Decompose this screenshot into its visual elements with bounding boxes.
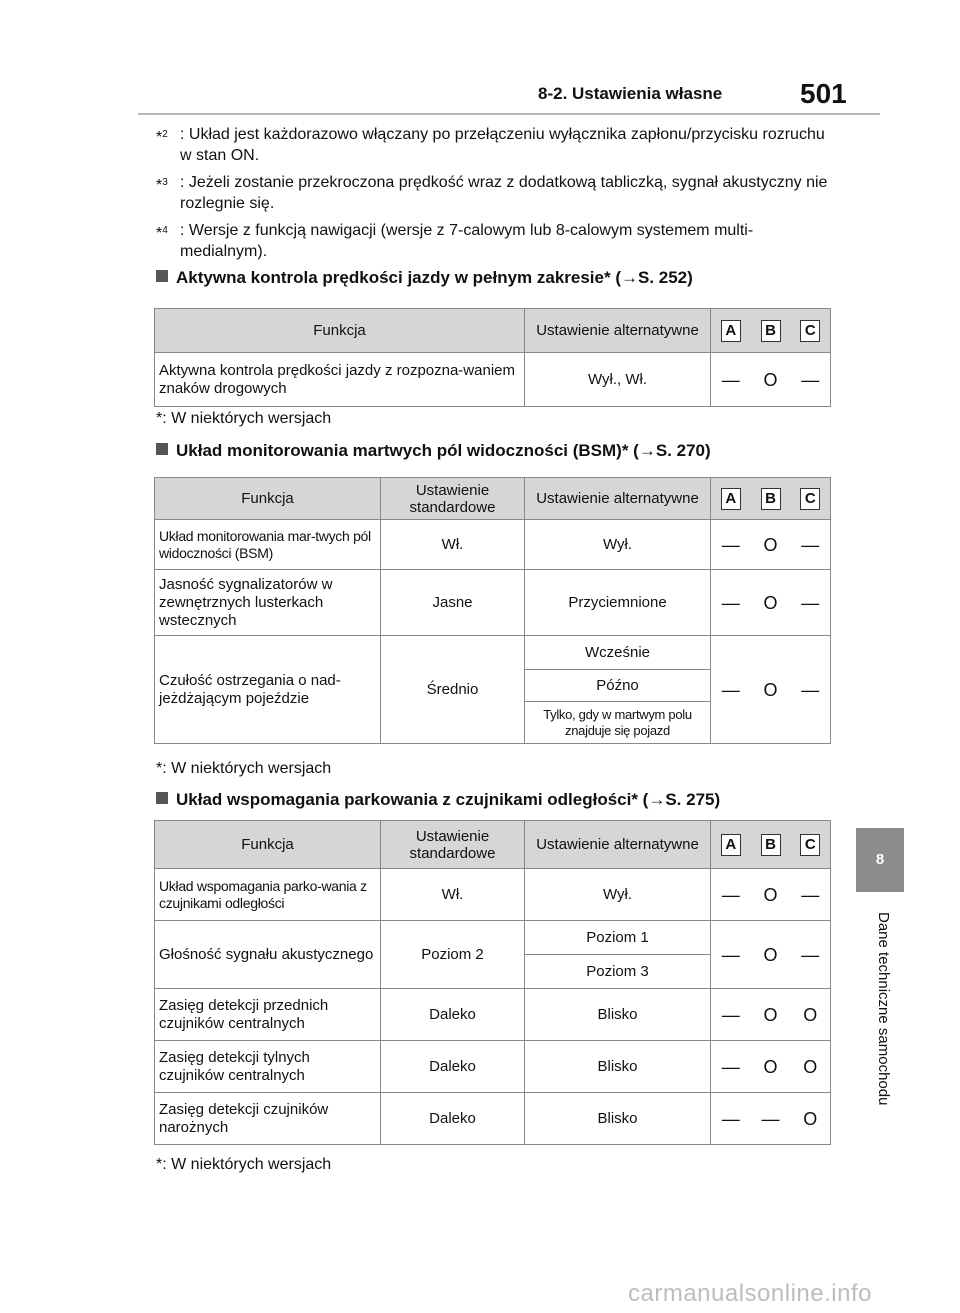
letter-b-icon: B: [761, 320, 781, 342]
table-parking: Funkcja Ustawienie standardowe Ustawienie alternatywne A B C Układ wspomagania parko-wania z czujnikami odległości Wł. Wył. — O — Głośność sygnału akustycznego Poziom 2 Poziom 1 — O — Poziom 3 Zasięg detekcji przednich czujników centralnych Daleko Blisko — O O Zasięg detekcji tylnych czujników centralnych Daleko Blisko — O O Zasięg detekcji czujników narożnych Daleko Blisko — — O: [154, 820, 831, 1145]
letter-b-icon: B: [761, 488, 781, 510]
col-header-std: Ustawienie standardowe: [381, 821, 525, 869]
page-number: 501: [800, 78, 847, 109]
square-bullet-icon: [156, 792, 168, 804]
table-row: Układ wspomagania parko-wania z czujnikami odległości Wł. Wył. — O —: [155, 869, 831, 921]
col-header-alt: Ustawienie alternatywne: [525, 821, 711, 869]
table-bsm: Funkcja Ustawienie standardowe Ustawienie alternatywne A B C Układ monitorowania mar-twych pól widoczności (BSM) Wł. Wył. — O — Jasność sygnalizatorów w zewnętrznych lusterkach wstecznych Jasne Przyciemnione — O — Czułość ostrzegania o nad-jeżdżającym pojeździe Średnio Wcześnie — O — Późno Tylko, gdy w martwym polu znajduje się pojazd: [154, 477, 831, 744]
chapter-tab: 8: [856, 828, 904, 892]
note-3: *$^3$ : Jeżeli zostanie przekroczona prędkość wraz z dodatkową tabliczką, sygnał akustyczny nie rozlegnie się.: [156, 174, 828, 212]
letter-c-icon: C: [800, 834, 820, 856]
col-header-function: Funkcja: [155, 821, 381, 869]
watermark: carmanualsonline.info: [628, 1280, 872, 1307]
table-row: Układ monitorowania mar-twych pól widoczności (BSM) Wł. Wył. — O —: [155, 520, 831, 570]
note-4: *$^4$ : Wersje z funkcją nawigacji (wersje z 7-calowym lub 8-calowym systemem multi-medialnym).: [156, 222, 754, 260]
footnote: *: W niektórych wersjach: [156, 760, 332, 777]
footnote: *: W niektórych wersjach: [156, 410, 332, 427]
col-header-function: Funkcja: [155, 309, 525, 353]
letter-b-icon: B: [761, 834, 781, 856]
table-acc: [154, 308, 831, 407]
letter-a-icon: A: [721, 488, 741, 510]
col-header-function: Funkcja: [155, 478, 381, 520]
col-header-std: Ustawienie standardowe: [381, 478, 525, 520]
footnote: *: W niektórych wersjach: [156, 1156, 332, 1173]
table-row: Zasięg detekcji czujników narożnych Daleko Blisko — — O: [155, 1093, 831, 1145]
table-row: Zasięg detekcji przednich czujników centralnych Daleko Blisko — O O: [155, 989, 831, 1041]
section-heading-acc: Aktywna kontrola prędkości jazdy w pełnym zakresie* (→S. 252): [156, 268, 693, 288]
col-header-alt: Ustawienie alternatywne: [525, 478, 711, 520]
table-row: Głośność sygnału akustycznego Poziom 2 Poziom 1 — O —: [155, 921, 831, 955]
table-row: Zasięg detekcji tylnych czujników centralnych Daleko Blisko — O O: [155, 1041, 831, 1093]
header-divider: [138, 113, 880, 115]
letter-a-icon: A: [721, 834, 741, 856]
note-2: *$^2$ : Układ jest każdorazowo włączany po przełączeniu wyłącznika zapłonu/przycisku rozruchu w stan ON.: [156, 126, 825, 164]
section-title: 8-2. Ustawienia własne: [538, 84, 723, 103]
col-header-alt: Ustawienie alternatywne: [525, 309, 711, 353]
table-row: Jasność sygnalizatorów w zewnętrznych lusterkach wstecznych Jasne Przyciemnione — O —: [155, 570, 831, 636]
section-heading-parking: Układ wspomagania parkowania z czujnikami odległości* (→S. 275): [156, 790, 720, 810]
letter-c-icon: C: [800, 320, 820, 342]
table-row: Aktywna kontrola prędkości jazdy z rozpozna-waniem znaków drogowych Wył., Wł. — O —: [155, 353, 831, 407]
square-bullet-icon: [156, 443, 168, 455]
letter-a-icon: A: [721, 320, 741, 342]
letter-c-icon: C: [800, 488, 820, 510]
chapter-label: Dane techniczne samochodu: [875, 912, 892, 1106]
section-heading-bsm: Układ monitorowania martwych pól widoczności (BSM)* (→S. 270): [156, 441, 711, 461]
table-row: Czułość ostrzegania o nad-jeżdżającym pojeździe Średnio Wcześnie — O —: [155, 636, 831, 670]
square-bullet-icon: [156, 270, 168, 282]
